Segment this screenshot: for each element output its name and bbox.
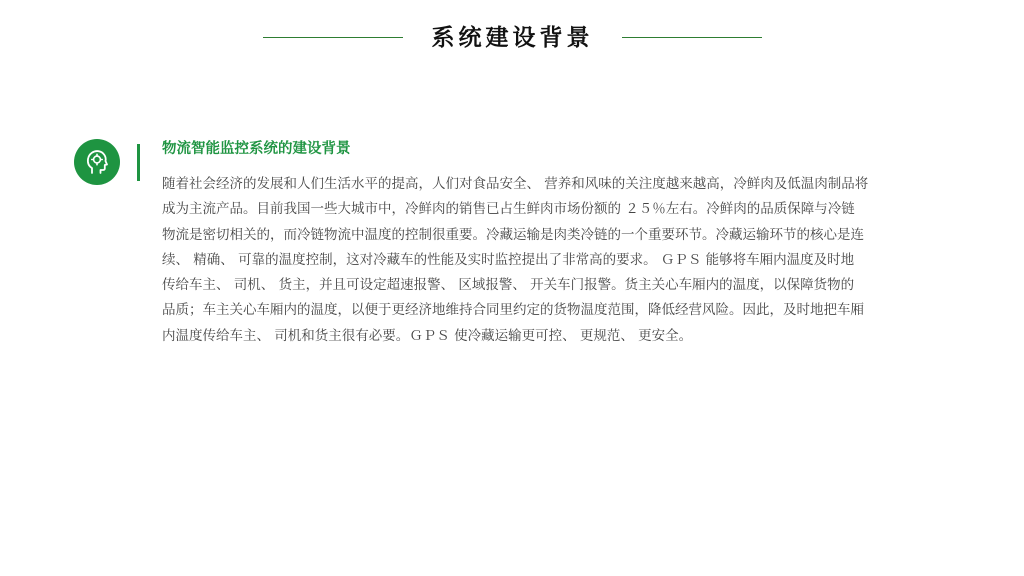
- page-title: 系统建设背景: [431, 25, 594, 51]
- section-accent-bar: [137, 144, 140, 181]
- head-gear-icon: [85, 149, 109, 175]
- section-heading: 物流智能监控系统的建设背景: [162, 141, 351, 157]
- body-line: 传给车主、 司机、 货主，并且可设定超速报警、 区域报警、 开关车门报警。货主关心车厢内的温度，以保障货物的: [162, 277, 855, 294]
- body-line: 成为主流产品。目前我国一些大城市中，冷鲜肉的销售已占生鲜肉市场份额的 ２５％左右。冷鲜肉的品质保障与冷链: [162, 201, 855, 218]
- body-line: 续、 精确、 可靠的温度控制，这对冷藏车的性能及实时监控提出了非常高的要求。 ＧＰＳ 能够将车厢内温度及时地: [162, 251, 855, 268]
- title-right-divider: [622, 37, 762, 38]
- section-icon-badge: [74, 139, 120, 185]
- body-line: 物流是密切相关的，而冷链物流中温度的控制很重要。冷藏运输是肉类冷链的一个重要环节。冷藏运输环节的核心是连: [162, 226, 864, 243]
- page-title-bar: [0, 22, 1024, 58]
- section-body: [162, 172, 922, 349]
- title-left-divider: [263, 37, 403, 38]
- body-line: 内温度传给车主、 司机和货主很有必要。ＧＰＳ 使冷藏运输更可控、 更规范、 更安全。: [162, 327, 693, 344]
- body-line: 品质；车主关心车厢内的温度，以便于更经济地维持合同里约定的货物温度范围，降低经营风险。因此，及时地把车厢: [162, 302, 864, 319]
- body-line: 随着社会经济的发展和人们生活水平的提高，人们对食品安全、 营养和风味的关注度越来越高，冷鲜肉及低温肉制品将: [162, 176, 869, 192]
